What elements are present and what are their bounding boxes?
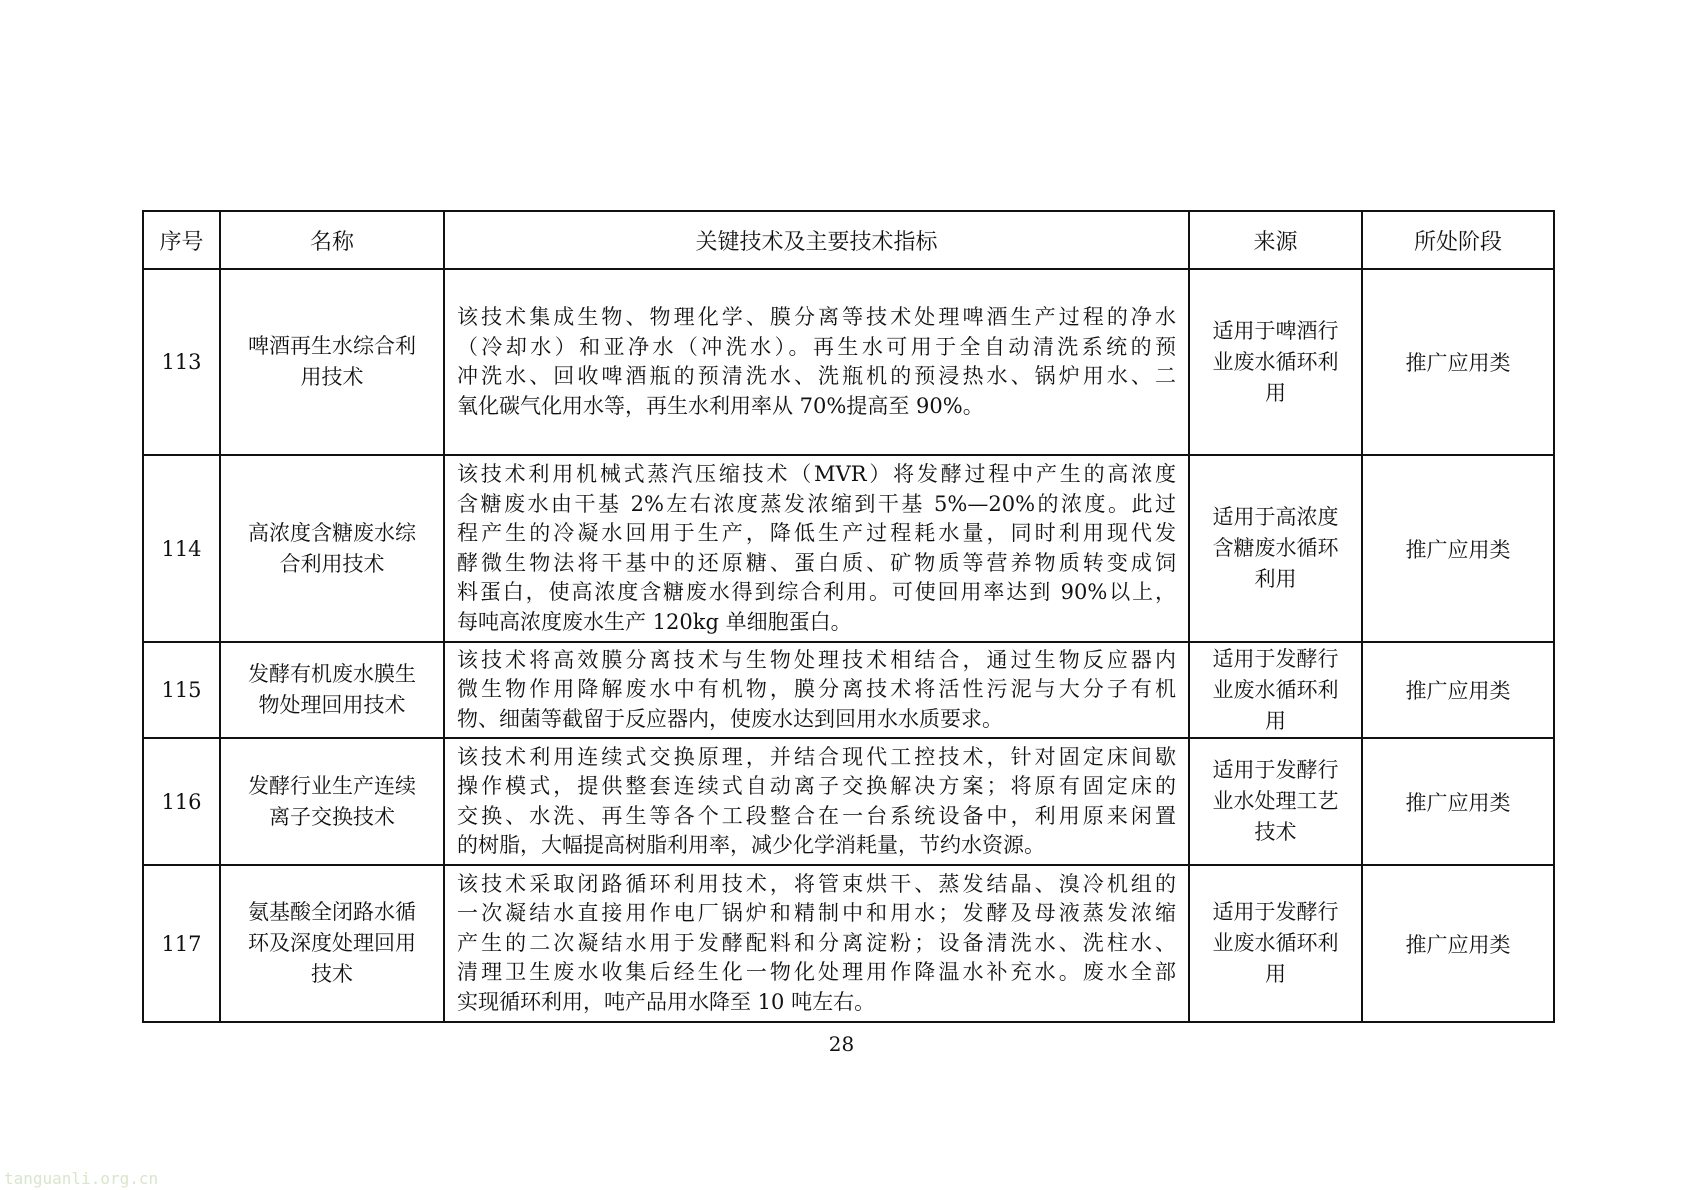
text-line: 该技术利用连续式交换原理，并结合现代工控技术，针对固定床间歇	[457, 744, 1176, 769]
text-line: 一次凝结水直接用作电厂锅炉和精制中和用水；发酵及母液蒸发浓缩	[457, 901, 1176, 926]
text-line: 该技术将高效膜分离技术与生物处理技术相结合，通过生物反应器内	[457, 647, 1176, 672]
text-line: 用	[1265, 380, 1286, 405]
source	[1189, 642, 1362, 738]
text-line: 含糖废水循环	[1212, 536, 1339, 560]
table-row	[143, 269, 1554, 455]
text-line: 适用于啤酒行	[1212, 318, 1339, 343]
text-line: 产生的二次凝结水用于发酵配料和分离淀粉；设备清洗水、洗柱水、	[457, 930, 1176, 955]
text-line: 冲洗水、回收啤酒瓶的预清洗水、洗瓶机的预浸热水、锅炉用水、二	[457, 364, 1176, 388]
tech-name	[220, 269, 444, 455]
text-line: 适用于发酵行	[1212, 900, 1339, 924]
text-line: 程产生的冷凝水回用于生产，降低生产过程耗水量，同时利用现代发	[457, 521, 1176, 545]
tech-name	[220, 455, 444, 642]
source	[1189, 269, 1362, 455]
text-line: 用技术	[300, 365, 364, 389]
stage: 推广应用类	[1362, 642, 1554, 738]
tech-description	[444, 642, 1189, 738]
text-line: 业水处理工艺	[1212, 789, 1339, 813]
text-line: 技术	[311, 962, 353, 986]
stage: 推广应用类	[1362, 738, 1554, 865]
text-line: 料蛋白，使高浓度含糖废水得到综合利用。可使回用率达到 90%以上，	[457, 580, 1176, 604]
text-line: 清理卫生废水收集后经生化一物化处理用作降温水补充水。废水全部	[457, 960, 1176, 985]
text-line: 氧化碳气化用水等，再生水利用率从 70%提高至 90%。	[457, 393, 984, 418]
row-number: 113	[143, 269, 220, 455]
header-no: 序号	[143, 211, 220, 269]
text-line: 发酵有机废水膜生	[248, 662, 416, 686]
text-line: 业废水循环利	[1212, 677, 1339, 702]
header-name: 名称	[220, 211, 444, 269]
text-line: 该技术采取闭路循环利用技术，将管束烘干、蒸发结晶、溴冷机组的	[457, 871, 1176, 896]
table-row	[143, 455, 1554, 642]
text-line: 交换、水洗、再生等各个工段整合在一台系统设备中，利用原来闲置	[457, 803, 1176, 828]
text-line: 物、细菌等截留于反应器内，使废水达到回用水水质要求。	[457, 706, 1003, 731]
page-number: 28	[828, 1032, 855, 1056]
text-line: 利用	[1254, 567, 1297, 591]
tech-name	[220, 642, 444, 738]
text-line: 合利用技术	[279, 551, 385, 576]
tech-description	[444, 865, 1189, 1022]
text-line: 物处理回用技术	[258, 693, 406, 717]
text-line: 发酵行业生产连续	[248, 773, 416, 798]
stage: 推广应用类	[1362, 865, 1554, 1022]
tech-name	[220, 865, 444, 1022]
source	[1189, 455, 1362, 642]
text-line: 适用于发酵行	[1212, 646, 1339, 671]
table-row	[143, 642, 1554, 738]
text-line: 环及深度处理回用	[248, 931, 416, 955]
text-line: 酵微生物法将干基中的还原糖、蛋白质、矿物质等营养物质转变成饲	[457, 550, 1176, 575]
source	[1189, 738, 1362, 865]
text-line: 离子交换技术	[269, 804, 395, 829]
text-line: 氨基酸全闭路水循	[248, 900, 416, 924]
text-line: 啤酒再生水综合利	[248, 334, 416, 358]
source	[1189, 865, 1362, 1022]
text-line: 用	[1265, 708, 1286, 733]
header-stage: 所处阶段	[1362, 211, 1554, 269]
text-line: 操作模式，提供整套连续式自动离子交换解决方案；将原有固定床的	[457, 774, 1176, 798]
text-line: 适用于发酵行	[1212, 758, 1339, 782]
text-line: 的树脂，大幅提高树脂利用率，减少化学消耗量，节约水资源。	[457, 833, 1045, 857]
text-line: 含糖废水由干基 2%左右浓度蒸发浓缩到干基 5%—20%的浓度。此过	[457, 491, 1176, 516]
row-number: 114	[143, 455, 220, 642]
table-row	[143, 738, 1554, 865]
tech-description	[444, 455, 1189, 642]
tech-description	[444, 738, 1189, 865]
text-line: 微生物作用降解废水中有机物，膜分离技术将活性污泥与大分子有机	[457, 677, 1176, 702]
header-source: 来源	[1189, 211, 1362, 269]
table-header-row	[143, 211, 1554, 269]
row-number: 115	[143, 642, 220, 738]
stage: 推广应用类	[1362, 455, 1554, 642]
text-line: 每吨高浓度废水生产 120kg 单细胞蛋白。	[457, 609, 852, 634]
text-line: 该技术利用机械式蒸汽压缩技术（MVR）将发酵过程中产生的高浓度	[457, 462, 1176, 486]
row-number: 116	[143, 738, 220, 865]
text-line: 业废水循环利	[1212, 931, 1339, 955]
watermark: tanguanli.org.cn	[4, 1169, 159, 1188]
tech-name	[220, 738, 444, 865]
row-number: 117	[143, 865, 220, 1022]
text-line: （冷却水）和亚净水（冲洗水）。再生水可用于全自动清洗系统的预	[457, 334, 1176, 359]
header-key-tech: 关键技术及主要技术指标	[444, 211, 1189, 269]
technology-table	[142, 210, 1555, 1023]
text-line: 实现循环利用，吨产品用水降至 10 吨左右。	[457, 989, 876, 1014]
text-line: 技术	[1254, 820, 1297, 844]
text-line: 业废水循环利	[1212, 349, 1339, 374]
text-line: 用	[1265, 962, 1286, 986]
text-line: 适用于高浓度	[1212, 505, 1339, 529]
tech-description	[444, 269, 1189, 455]
text-line: 高浓度含糖废水综	[248, 520, 416, 545]
table-row	[143, 865, 1554, 1022]
stage: 推广应用类	[1362, 269, 1554, 455]
text-line: 该技术集成生物、物理化学、膜分离等技术处理啤酒生产过程的净水	[457, 305, 1176, 329]
